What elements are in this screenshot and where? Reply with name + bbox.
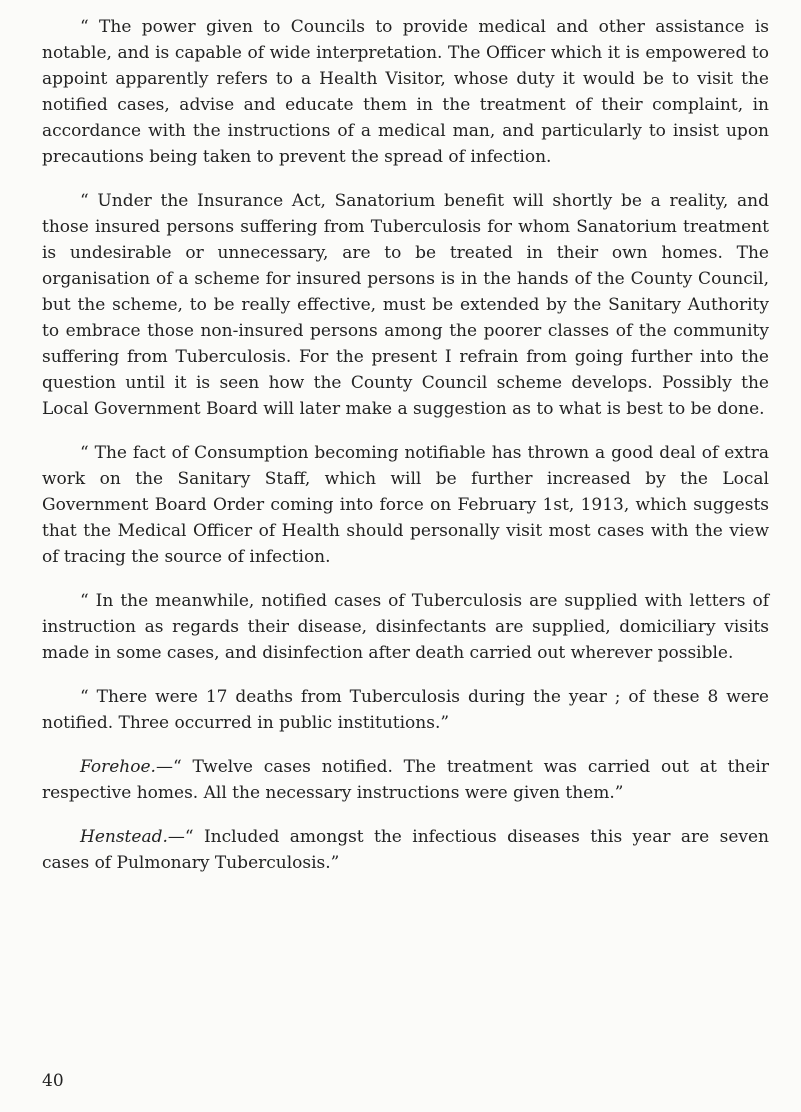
paragraph-insurance-act: “ Under the Insurance Act, Sanatorium benefit will shortly be a reality, and those insured persons suffering from Tuberculosis for whom Sanatorium treatment is undesirable or unnecessary, are to be treated in their own homes. The organisation of a scheme for insured persons is in the hands of the County Council, but the scheme, to be really effective, must be extended by the Sanitary Authority to embrace those non-insured persons among the poorer classes of the community suffering from Tuberculosis. For the present I refrain from going further into the question until it is seen how the County Council scheme develops. Possibly the Local Government Board will later make a suggestion as to what is best to be done. — [42, 191, 769, 419]
place-name-henstead: Henstead. — [80, 827, 168, 847]
paragraph-consumption-notifiable: “ The fact of Consumption becoming notifiable has thrown a good deal of extra work on the Sanitary Staff, which will be further increased by the Local Government Board Order coming into force on February 1st, 1913, which suggests that the Medical Officer of Health should personally visit most cases with the view of tracing the source of infection. — [42, 443, 769, 567]
paragraph-henstead — [42, 824, 769, 876]
paragraph-meanwhile: “ In the meanwhile, notified cases of Tuberculosis are supplied with letters of instruction as regards their disease, disinfectants are supplied, domiciliary visits made in some cases, and disinfection after death carried out wherever possible. — [42, 591, 769, 663]
henstead-text: —“ Included amongst the infectious diseases this year are seven cases of Pulmonary Tuberculosis.” — [42, 827, 769, 873]
place-name-forehoe: Forehoe. — [80, 757, 156, 777]
forehoe-text: —“ Twelve cases notified. The treatment was carried out at their respective homes. All the necessary instructions were given them.” — [42, 757, 769, 803]
page-number: 40 — [42, 1071, 64, 1091]
paragraph-council-powers: “ The power given to Councils to provide medical and other assistance is notable, and is capable of wide interpretation. The Officer which it is empowered to appoint apparently refers to a Health Visitor, whose duty it would be to visit the notified cases, advise and educate them in the treatment of their complaint, in accordance with the instructions of a medical man, and particularly to insist upon precautions being taken to prevent the spread of infection. — [42, 17, 769, 167]
document-body — [42, 14, 769, 876]
paragraph-forehoe — [42, 754, 769, 806]
paragraph-deaths: “ There were 17 deaths from Tuberculosis during the year ; of these 8 were notified. Three occurred in public institutions.” — [42, 687, 769, 733]
